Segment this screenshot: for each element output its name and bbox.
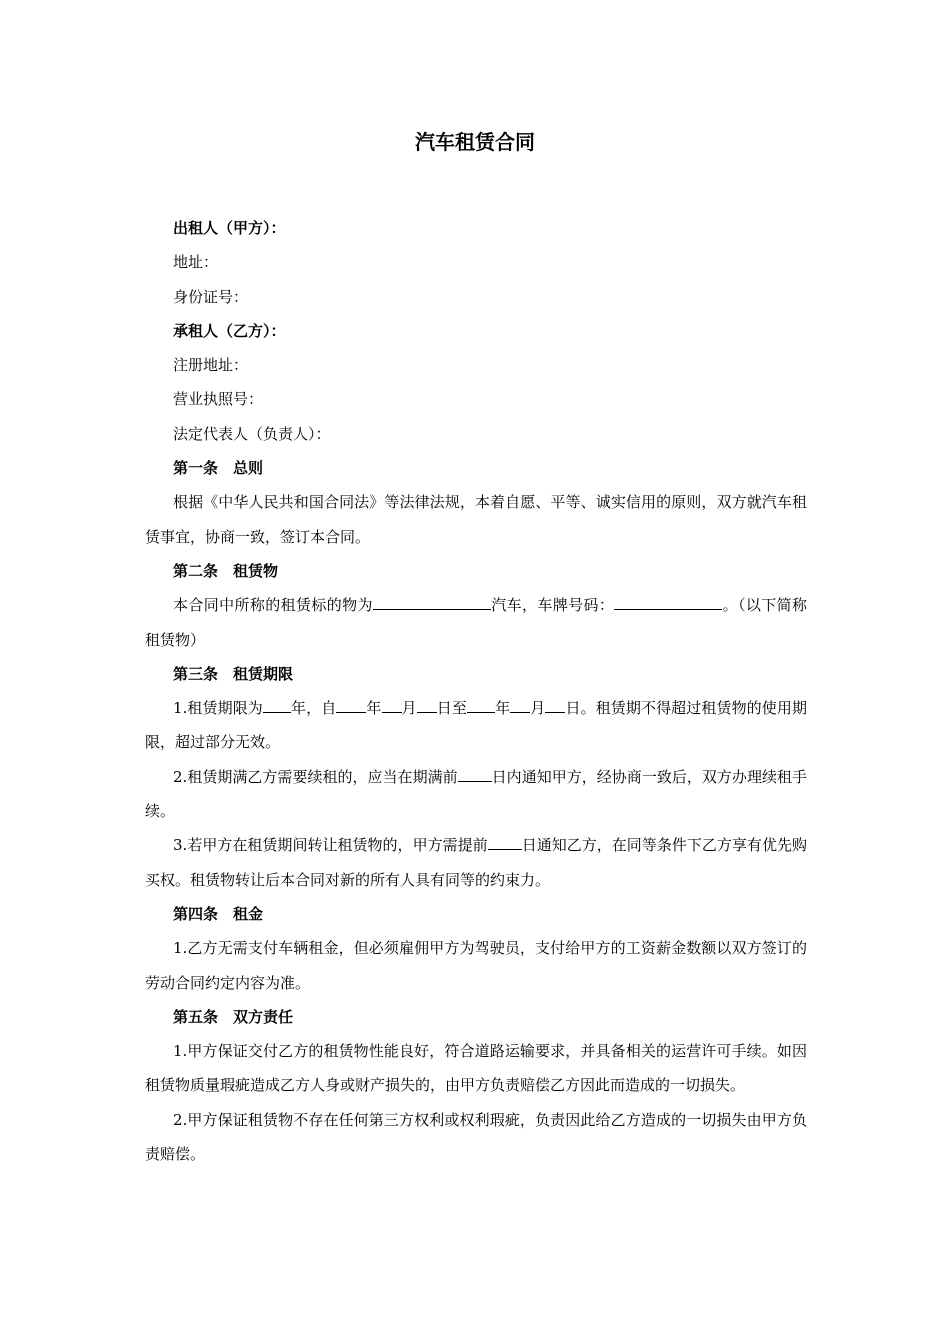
- party-b-license-number: 营业执照号：: [173, 390, 264, 409]
- article-4-heading: 第四条 租金: [173, 904, 264, 923]
- clause-text: 日通知乙方，在同等条件下乙方享有优先购买权。租赁物转让后本合同对新的所有人具有同等的约束力。: [145, 836, 807, 889]
- clause-text: 年: [495, 699, 511, 718]
- start-year-blank: [336, 696, 366, 713]
- article-1-heading: 第一条 总则: [173, 459, 264, 478]
- party-a-heading: 出租人（甲方）：: [173, 219, 286, 237]
- party-b-legal-representative: 法定代表人（负责人）：: [173, 424, 331, 443]
- vehicle-blank: [373, 594, 491, 611]
- article-5-heading: 第五条 双方责任: [173, 1007, 294, 1026]
- article-2-text-a: 本合同中所称的租赁标的物为: [173, 596, 373, 615]
- clause-text: 日至: [436, 699, 467, 718]
- article-3-heading: 第三条 租赁期限: [173, 664, 294, 683]
- clause-text: 月: [401, 699, 417, 718]
- party-b-heading: 承租人（乙方）：: [173, 321, 286, 340]
- article-5-clause-1: 1.甲方保证交付乙方的租赁物性能良好，符合道路运输要求，并具备相关的运营许可手续。如因租赁物质量瑕疵造成乙方人身或财产损失的，由甲方负责赔偿乙方因此而造成的一切损失。: [145, 1042, 807, 1095]
- start-day-blank: [417, 696, 437, 713]
- article-2-text-c: 。（以下简称租赁物）: [145, 596, 807, 649]
- article-2-heading: 第二条 租赁物: [173, 561, 279, 580]
- article-3-clause-1: [145, 691, 807, 760]
- end-year-blank: [467, 696, 495, 713]
- plate-number-blank: [614, 594, 722, 611]
- transfer-notice-days-blank: [488, 834, 522, 851]
- article-5-clause-2: 2.甲方保证租赁物不存在任何第三方权利或权利瑕疵，负责因此给乙方造成的一切损失由甲方负责赔偿。: [145, 1110, 807, 1164]
- clause-text: 年，自: [290, 699, 337, 718]
- clause-text: 2.租赁期满乙方需要续租的，应当在期满前: [173, 767, 458, 786]
- document-body: [145, 211, 807, 1171]
- clause-text: 日内通知甲方，经协商一致后，双方办理续租手续。: [145, 767, 807, 821]
- end-day-blank: [545, 696, 565, 713]
- clause-text: 3.若甲方在租赁期间转让租赁物的，甲方需提前: [173, 836, 488, 855]
- renewal-notice-days-blank: [458, 765, 492, 782]
- article-3-clause-3: [145, 828, 807, 897]
- party-a-id-number: 身份证号：: [173, 287, 249, 306]
- start-month-blank: [382, 696, 402, 713]
- party-b-registered-address: 注册地址：: [173, 356, 249, 375]
- clause-text: 年: [366, 699, 382, 718]
- clause-text: 1.租赁期限为: [173, 699, 263, 718]
- document-title: 汽车租赁合同: [415, 130, 535, 154]
- end-month-blank: [510, 696, 530, 713]
- article-2-paragraph: [145, 588, 807, 657]
- article-4-clause-1: 1.乙方无需支付车辆租金，但必须雇佣甲方为驾驶员，支付给甲方的工资薪金数额以双方签订的劳动合同约定内容为准。: [145, 939, 807, 992]
- article-1-paragraph: 根据《中华人民共和国合同法》等法律法规，本着自愿、平等、诚实信用的原则，双方就汽车租赁事宜，协商一致，签订本合同。: [145, 493, 807, 546]
- party-a-address: 地址：: [173, 253, 219, 272]
- clause-text: 日。租赁期不得超过租赁物的使用期限，超过部分无效。: [145, 699, 807, 752]
- term-years-blank: [263, 696, 291, 713]
- clause-text: 月: [530, 699, 546, 718]
- article-3-clause-2: [145, 760, 807, 829]
- article-2-text-b: 汽车，车牌号码：: [490, 596, 615, 615]
